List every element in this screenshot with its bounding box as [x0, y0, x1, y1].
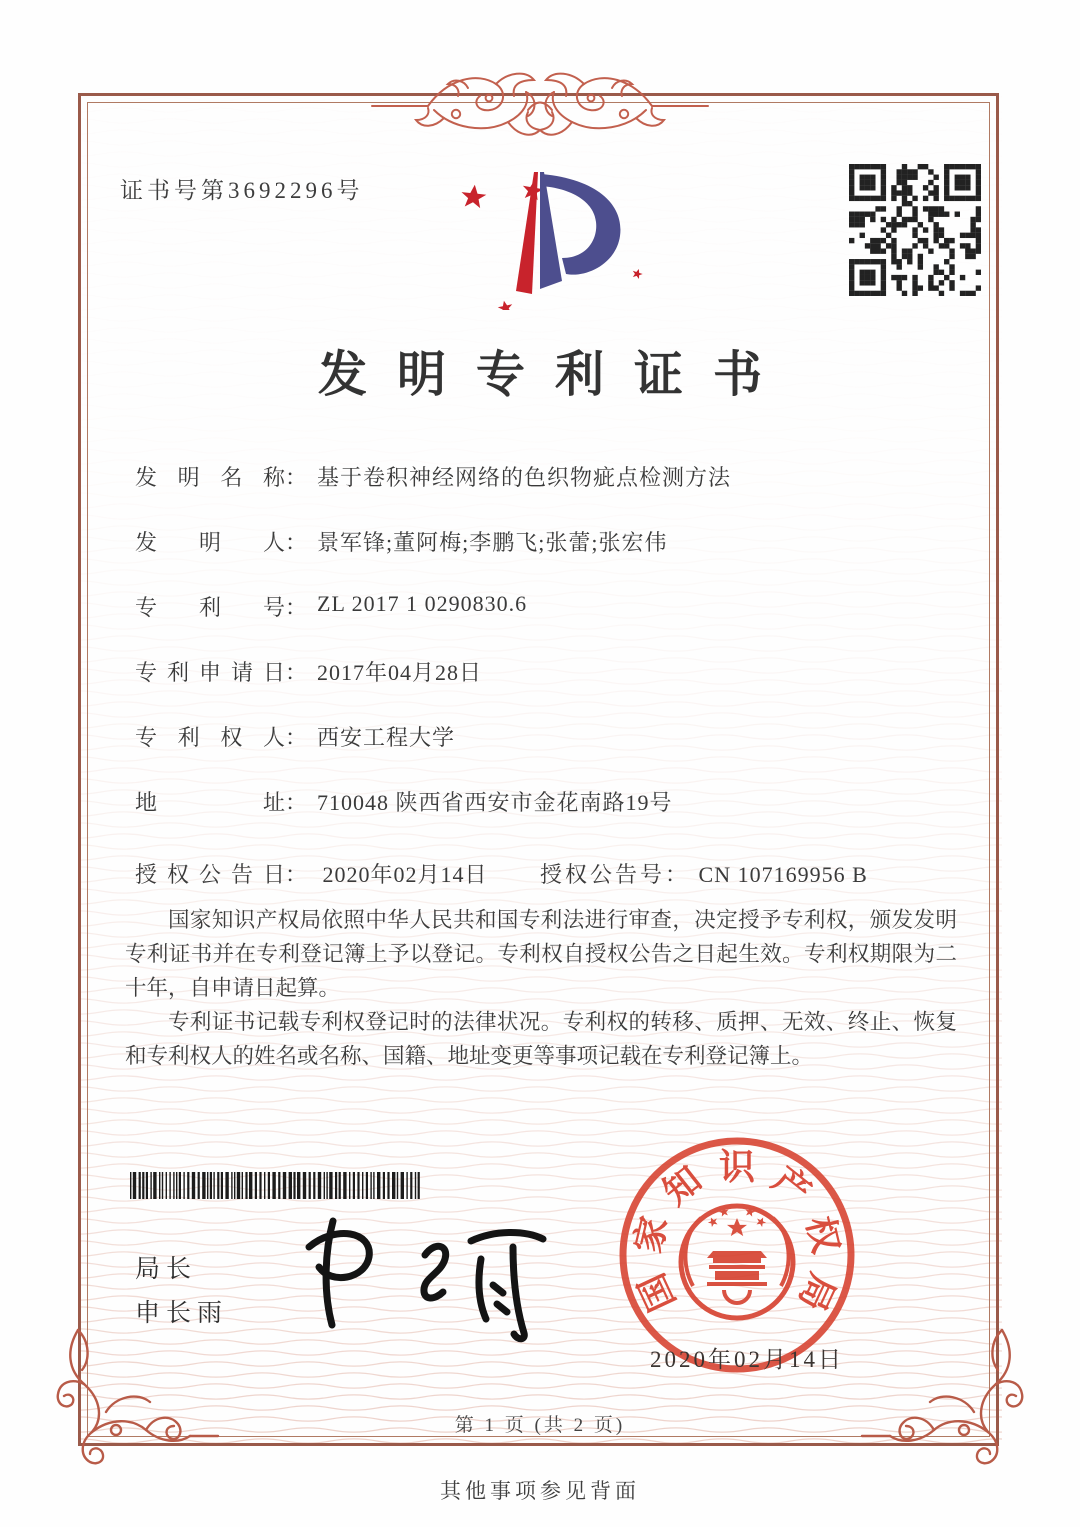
field-label: 专利申请日: [135, 660, 285, 685]
field-colon: ：: [285, 530, 308, 555]
field-row-0: [135, 461, 965, 491]
commissioner-title: 局长: [135, 1256, 198, 1283]
legal-paragraph-2: 专利证书记载专利权登记时的法律状况。专利权的转移、质押、无效、终止、恢复和专利权人的姓名或名称、国籍、地址变更等事项记载在专利登记簿上。: [125, 1010, 957, 1068]
cnipa-logo-icon: [452, 160, 648, 310]
field-value: 基于卷积神经网络的色织物疵点检测方法: [317, 465, 732, 490]
field-value: 西安工程大学: [317, 725, 456, 750]
qr-code: [849, 164, 981, 296]
svg-text:权: 权: [799, 1212, 847, 1257]
svg-text:知: 知: [655, 1159, 709, 1213]
grant-row: [135, 858, 965, 889]
field-row-1: [135, 526, 965, 556]
signature-handwriting: [275, 1205, 565, 1350]
certificate-number: 证书号第3692296号: [120, 178, 364, 203]
grant-date-value: 2020年02月14日: [322, 862, 488, 887]
field-colon: ：: [285, 595, 308, 620]
legal-text: [125, 903, 957, 1073]
svg-text:局: 局: [791, 1267, 843, 1317]
grant-date-label: 授权公告日: [135, 862, 285, 887]
field-label: 地址: [135, 790, 285, 815]
barcode: [130, 1172, 422, 1199]
svg-text:家: 家: [627, 1212, 675, 1257]
field-value: 710048 陕西省西安市金花南路19号: [317, 790, 673, 815]
field-colon: ：: [285, 660, 308, 685]
svg-text:产: 产: [765, 1159, 819, 1213]
field-value: 2017年04月28日: [317, 660, 483, 685]
field-label: 专利权人: [135, 725, 285, 750]
field-colon: ：: [285, 790, 308, 815]
commissioner-name: 申长雨: [135, 1300, 229, 1327]
field-colon: ：: [285, 725, 308, 750]
grant-no-colon: ：: [665, 862, 688, 887]
seal-date: 2020年02月14日: [650, 1347, 844, 1372]
commissioner-block: [135, 1248, 228, 1336]
field-row-5: [135, 786, 965, 816]
back-side-note: 其他事项参见背面: [440, 1479, 640, 1503]
svg-text:识: 识: [718, 1147, 756, 1187]
dragon-ornament-top: [368, 58, 712, 154]
field-value: ZL 2017 1 0290830.6: [317, 591, 528, 616]
page-number: 第 1 页 (共 2 页): [454, 1415, 626, 1436]
field-label: 发明人: [135, 530, 285, 555]
field-row-4: [135, 721, 965, 751]
field-value: 景军锋;董阿梅;李鹏飞;张蕾;张宏伟: [317, 530, 668, 555]
field-colon: ：: [285, 465, 308, 490]
grant-no-label: 授权公告号: [540, 862, 666, 887]
field-row-3: [135, 656, 965, 686]
fields-list: [135, 461, 965, 851]
field-row-2: [135, 591, 965, 621]
svg-text:国: 国: [631, 1267, 683, 1317]
grant-date-colon: ：: [285, 862, 308, 887]
grant-no-value: CN 107169956 B: [698, 862, 868, 887]
field-label: 发明名称: [135, 465, 285, 490]
legal-paragraph-1: 国家知识产权局依照中华人民共和国专利法进行审查，决定授予专利权，颁发发明专利证书并在专利登记簿上予以登记。专利权自授权公告之日起生效。专利权期限为二十年，自申请日起算。: [125, 908, 957, 1000]
field-label: 专利号: [135, 595, 285, 620]
certificate-title: 发明专利证书: [317, 347, 792, 402]
